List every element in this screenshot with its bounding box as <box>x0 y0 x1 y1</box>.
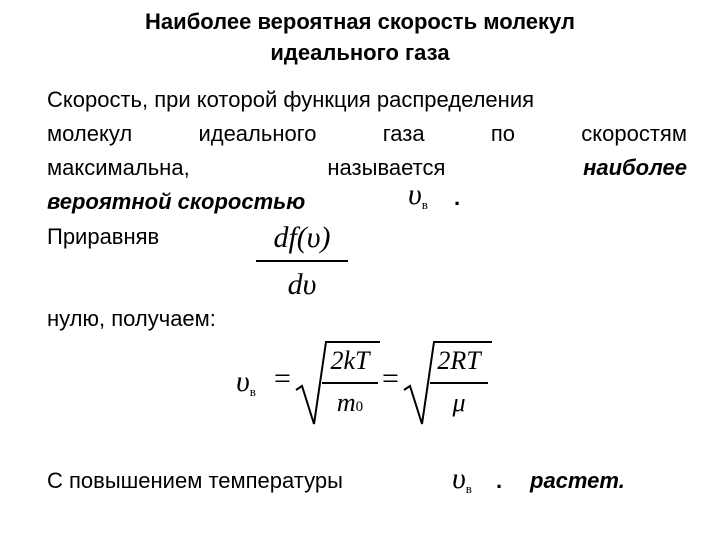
equate-label: Приравняв <box>47 224 160 249</box>
radical-2-numerator: 2RT <box>437 346 481 375</box>
radical-1-fraction-bar <box>322 382 378 384</box>
mass-subscript: 0 <box>355 399 364 415</box>
radical-1-numerator: 2kT <box>330 346 370 375</box>
definition-line-3 <box>47 151 687 185</box>
definition-word: газа <box>382 121 425 146</box>
formula-lhs <box>236 364 256 405</box>
radical-2-fraction-bar <box>430 382 488 384</box>
definition-word: молекул <box>47 121 133 146</box>
slide-title <box>0 6 720 68</box>
conclusion-speed-symbol <box>452 462 472 501</box>
speed-subscript: в <box>421 197 428 212</box>
equals-sign-2: = <box>382 362 399 395</box>
definition-word: максимальна, <box>47 155 190 180</box>
most-probable-speed-symbol <box>408 178 428 217</box>
conclusion-subscript: в <box>465 481 472 496</box>
derivative-denominator: dυ <box>287 268 317 301</box>
definition-word: скоростям <box>581 121 687 146</box>
definition-word: по <box>490 121 516 146</box>
definition-paragraph <box>47 83 687 219</box>
definition-word: называется <box>327 155 446 180</box>
conclusion-dot: . <box>496 468 503 493</box>
definition-line-1: Скорость, при которой функция распределения <box>47 87 535 112</box>
radical-2-denominator: μ <box>452 388 466 417</box>
radical-1-denominator <box>320 388 380 418</box>
mass-symbol: m <box>336 388 356 417</box>
conclusion-text: С повышением температуры <box>47 468 343 493</box>
definition-term-part-1: наиболее <box>583 155 687 180</box>
fraction-bar <box>256 260 348 262</box>
speed-symbol: υ <box>408 178 422 211</box>
title-line-2: идеального газа <box>270 40 450 65</box>
to-zero-label: нулю, получаем: <box>47 306 216 331</box>
derivative-numerator: df(υ) <box>273 221 331 254</box>
definition-line-4 <box>47 185 687 219</box>
conclusion-verb: растет. <box>530 468 625 493</box>
title-line-1: Наиболее вероятная скорость молекул <box>145 9 575 34</box>
equals-sign-1: = <box>274 362 291 395</box>
definition-term-part-2: вероятной скоростью <box>47 189 306 214</box>
formula-lhs-subscript: в <box>249 384 256 399</box>
definition-word: идеального <box>198 121 317 146</box>
formula-lhs-symbol: υ <box>236 365 250 398</box>
conclusion-symbol: υ <box>452 462 466 495</box>
definition-period: . <box>454 185 461 210</box>
definition-line-2 <box>47 117 687 151</box>
